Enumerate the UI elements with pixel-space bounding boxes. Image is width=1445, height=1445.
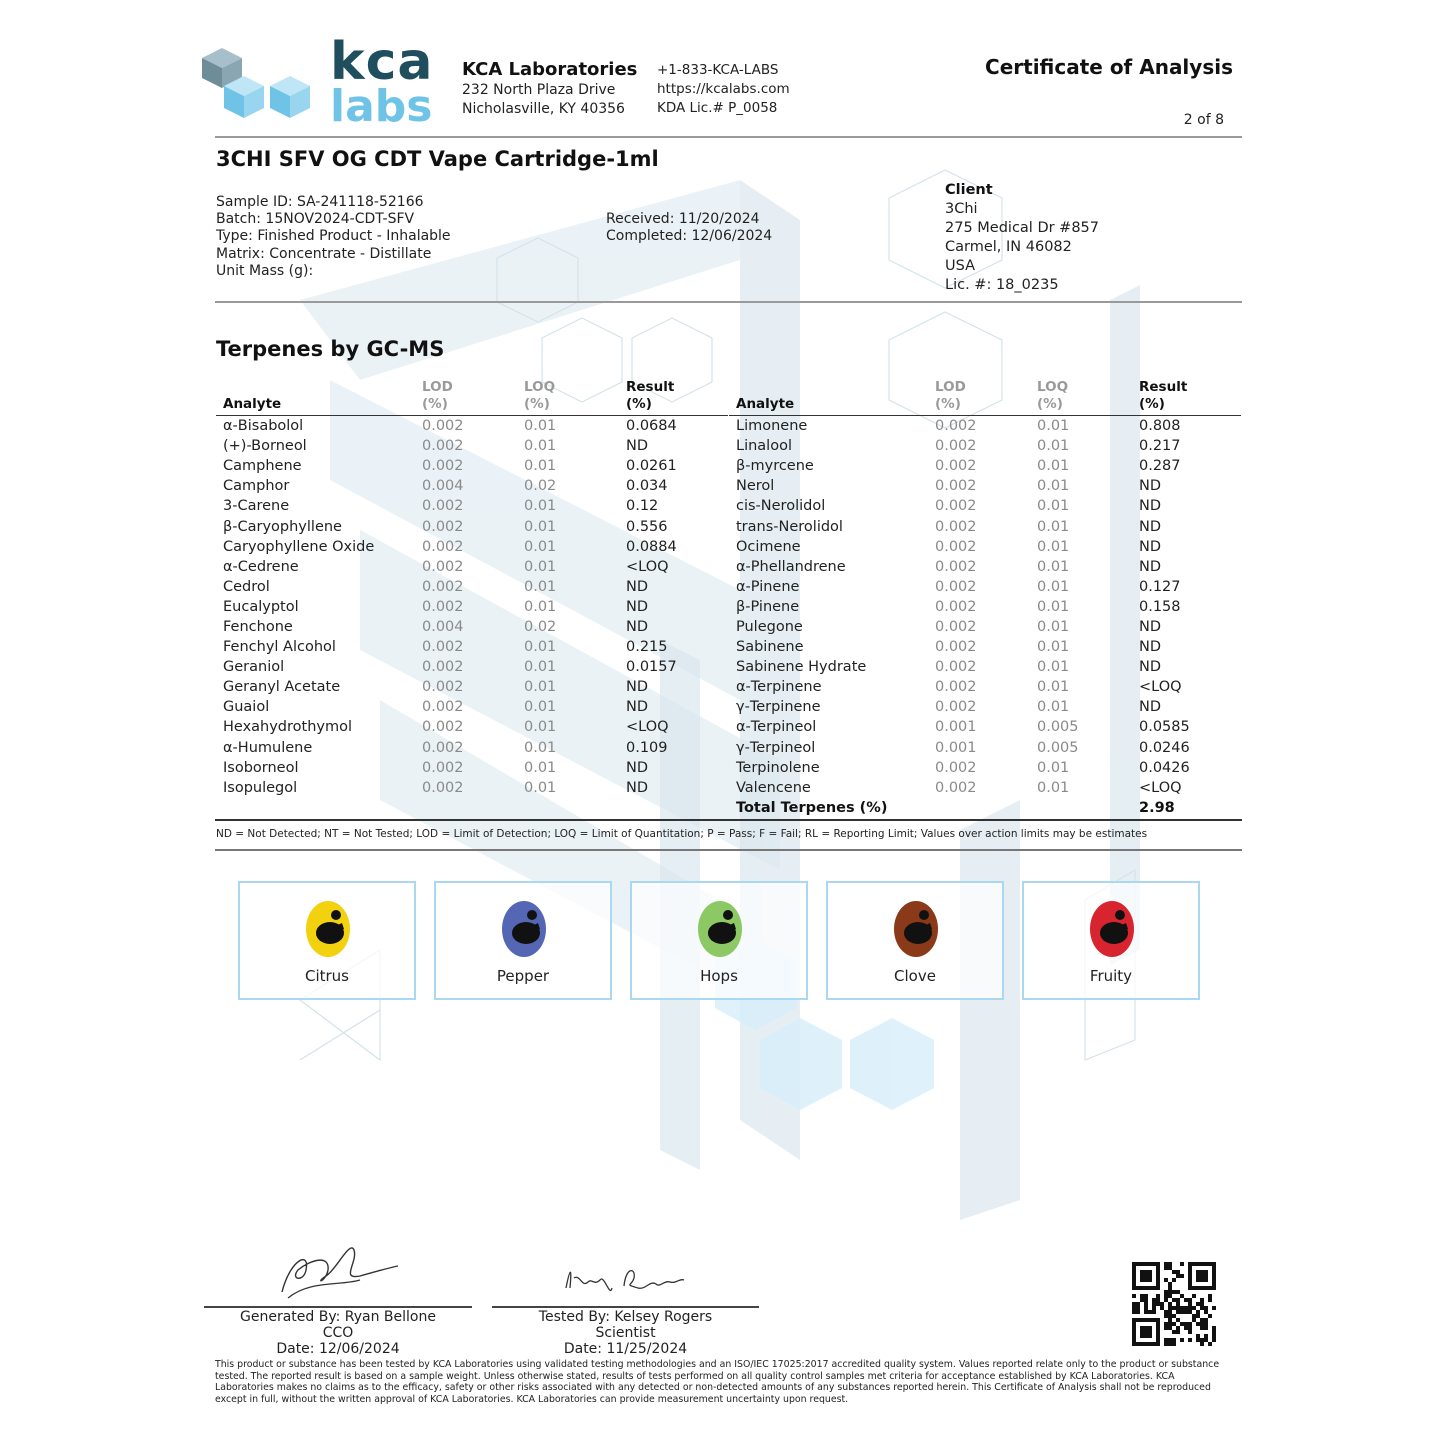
cell-lod: 0.002 <box>422 659 464 676</box>
cell-lod: 0.002 <box>935 618 977 635</box>
cell-analyte: Pulegone <box>736 618 803 635</box>
table-row <box>216 436 728 456</box>
cell-analyte: Camphor <box>223 478 290 495</box>
table-row <box>216 717 728 737</box>
tested-date: Date: 11/25/2024 <box>563 1341 688 1357</box>
document-title: Certificate of Analysis <box>985 55 1233 79</box>
cell-loq: 0.01 <box>524 659 557 676</box>
cell-analyte: cis-Nerolidol <box>736 498 826 515</box>
cell-lod: 0.002 <box>935 438 977 455</box>
cell-loq: 0.01 <box>524 558 557 575</box>
cell-analyte: Isopulegol <box>223 779 298 796</box>
cell-analyte: Cedrol <box>223 578 270 595</box>
cell-loq: 0.01 <box>1037 418 1070 435</box>
cell-loq: 0.01 <box>1037 598 1070 615</box>
cell-result: 0.0884 <box>626 538 677 555</box>
cell-result: 0.034 <box>626 478 668 495</box>
cell-loq: 0.01 <box>524 739 557 756</box>
cell-result: 0.808 <box>1139 418 1181 435</box>
table-row <box>216 738 728 758</box>
cell-result: <LOQ <box>1139 679 1182 696</box>
cell-loq: 0.01 <box>524 779 557 796</box>
lab-address-line1: 232 North Plaza Drive <box>462 82 616 98</box>
cell-loq: 0.01 <box>1037 679 1070 696</box>
cell-analyte: α-Terpineol <box>736 719 817 736</box>
cell-analyte: γ-Terpinene <box>736 699 821 716</box>
cell-loq: 0.01 <box>524 438 557 455</box>
table-row <box>216 496 728 516</box>
table-row <box>216 416 728 437</box>
cell-analyte: (+)-Borneol <box>223 438 307 455</box>
cell-lod: 0.002 <box>935 679 977 696</box>
hops-icon <box>698 901 742 957</box>
tested-by: Tested By: Kelsey Rogers <box>538 1309 713 1325</box>
cell-lod: 0.002 <box>422 739 464 756</box>
cell-analyte: α-Bisabolol <box>223 418 304 435</box>
cell-analyte: 3-Carene <box>223 498 290 515</box>
col-result: Result (%) <box>619 379 728 416</box>
cell-lod: 0.002 <box>422 538 464 555</box>
terpenes-table-right <box>729 379 1241 818</box>
product-name: 3CHI SFV OG CDT Vape Cartridge-1ml <box>216 147 659 171</box>
cell-lod: 0.002 <box>935 558 977 575</box>
matrix: Matrix: Concentrate - Distillate <box>216 246 432 262</box>
cell-loq: 0.02 <box>524 478 557 495</box>
client-country: USA <box>945 258 976 274</box>
table-row <box>729 677 1241 697</box>
cell-lod: 0.002 <box>422 639 464 656</box>
cell-analyte: Isoborneol <box>223 759 299 776</box>
table-row <box>729 476 1241 496</box>
cell-result: <LOQ <box>626 558 669 575</box>
cell-result: ND <box>626 618 649 635</box>
cell-loq: 0.01 <box>1037 779 1070 796</box>
signature-block-2 <box>492 1309 759 1357</box>
cell-loq: 0.02 <box>524 618 557 635</box>
cell-result: 0.158 <box>1139 598 1181 615</box>
cell-analyte: Geranyl Acetate <box>223 679 341 696</box>
signature-ryan-bellone-icon <box>270 1240 410 1306</box>
table-row <box>216 516 728 536</box>
cell-loq: 0.01 <box>524 679 557 696</box>
table-bottom-rule <box>215 819 1242 821</box>
section-title: Terpenes by GC-MS <box>216 337 445 361</box>
product-type: Type: Finished Product - Inhalable <box>216 228 451 244</box>
cell-result: ND <box>626 578 649 595</box>
cell-lod: 0.002 <box>422 518 464 535</box>
qr-code-icon[interactable] <box>1132 1262 1216 1346</box>
table-row <box>216 537 728 557</box>
table-header-row <box>216 379 728 416</box>
cell-result: ND <box>626 679 649 696</box>
cell-result: 0.556 <box>626 518 668 535</box>
aroma-label: Hops <box>700 967 738 985</box>
cell-result: <LOQ <box>626 719 669 736</box>
client-address1: 275 Medical Dr #857 <box>945 220 1100 236</box>
cell-loq: 0.01 <box>524 498 557 515</box>
cell-result: 0.287 <box>1139 458 1181 475</box>
cell-lod: 0.002 <box>422 779 464 796</box>
signature-line-2 <box>492 1306 759 1308</box>
cell-analyte: Caryophyllene Oxide <box>223 538 375 555</box>
cell-lod: 0.002 <box>422 418 464 435</box>
cell-result: ND <box>1139 498 1162 515</box>
cell-result: ND <box>1139 518 1162 535</box>
cell-lod: 0.002 <box>935 578 977 595</box>
cell-analyte: β-Pinene <box>736 598 800 615</box>
table-row <box>216 476 728 496</box>
table-row <box>729 516 1241 536</box>
cell-analyte: α-Cedrene <box>223 558 299 575</box>
cell-lod: 0.002 <box>935 759 977 776</box>
cell-loq: 0.01 <box>524 518 557 535</box>
cell-analyte: Sabinene <box>736 639 804 656</box>
table-row <box>216 617 728 637</box>
cell-analyte: Fenchyl Alcohol <box>223 639 336 656</box>
cell-loq: 0.01 <box>1037 438 1070 455</box>
cell-analyte: Nerol <box>736 478 775 495</box>
cell-lod: 0.002 <box>422 578 464 595</box>
client-name: 3Chi <box>945 201 978 217</box>
table-row <box>729 657 1241 677</box>
cell-lod: 0.002 <box>935 639 977 656</box>
client-block <box>945 181 1099 295</box>
cell-loq: 0.01 <box>1037 478 1070 495</box>
table-row <box>729 717 1241 737</box>
col-analyte: Analyte <box>729 379 928 416</box>
cell-loq: 0.01 <box>1037 699 1070 716</box>
table-row <box>729 617 1241 637</box>
cell-lod: 0.002 <box>422 699 464 716</box>
terpenes-table-left <box>216 379 728 798</box>
cell-result: 0.215 <box>626 639 668 656</box>
table-row <box>216 637 728 657</box>
cell-result: ND <box>626 759 649 776</box>
cell-analyte: α-Phellandrene <box>736 558 846 575</box>
cell-loq: 0.01 <box>1037 639 1070 656</box>
cell-result: 0.0684 <box>626 418 677 435</box>
cell-result: ND <box>1139 478 1162 495</box>
cell-loq: 0.01 <box>524 699 557 716</box>
generated-date: Date: 12/06/2024 <box>276 1341 400 1357</box>
cell-analyte: Hexahydrothymol <box>223 719 353 736</box>
cell-result: ND <box>1139 558 1162 575</box>
legend-divider <box>215 849 1242 851</box>
cell-result: 0.109 <box>626 739 668 756</box>
cell-analyte: Linalool <box>736 438 792 455</box>
cell-lod: 0.002 <box>422 719 464 736</box>
aroma-label: Citrus <box>304 967 349 985</box>
cell-lod: 0.002 <box>422 458 464 475</box>
table-row <box>216 597 728 617</box>
client-license: Lic. #: 18_0235 <box>945 277 1059 293</box>
clove-icon <box>894 901 938 957</box>
cell-lod: 0.002 <box>935 659 977 676</box>
total-value: 2.98 <box>1139 799 1175 816</box>
table-row <box>729 416 1241 437</box>
generated-by: Generated By: Ryan Bellone <box>240 1309 436 1325</box>
cell-result: ND <box>1139 659 1162 676</box>
lab-address-line2: Nicholasville, KY 40356 <box>462 101 625 117</box>
cell-loq: 0.01 <box>1037 759 1070 776</box>
cell-result: ND <box>1139 618 1162 635</box>
client-address2: Carmel, IN 46082 <box>945 239 1072 255</box>
cell-result: 0.12 <box>626 498 659 515</box>
col-lod: LOD (%) <box>928 379 1030 416</box>
received-date: Received: 11/20/2024 <box>606 211 760 227</box>
cell-lod: 0.002 <box>422 679 464 696</box>
cell-analyte: β-myrcene <box>736 458 814 475</box>
aroma-card-hops <box>630 881 808 1000</box>
total-row <box>729 798 1241 818</box>
table-row <box>216 758 728 778</box>
sample-id: Sample ID: SA-241118-52166 <box>216 194 424 210</box>
table-row <box>729 738 1241 758</box>
cell-loq: 0.01 <box>1037 578 1070 595</box>
table-row <box>729 436 1241 456</box>
table-row <box>729 557 1241 577</box>
lab-license: KDA Lic.# P_0058 <box>657 100 778 116</box>
table-row <box>216 677 728 697</box>
cell-analyte: Guaiol <box>223 699 270 716</box>
cell-result: 0.0261 <box>626 458 677 475</box>
table-row <box>216 697 728 717</box>
aroma-card-fruity <box>1022 881 1200 1000</box>
cell-analyte: Eucalyptol <box>223 598 299 615</box>
cell-lod: 0.001 <box>935 739 977 756</box>
cell-lod: 0.002 <box>935 518 977 535</box>
unit-mass: Unit Mass (g): <box>216 263 314 279</box>
completed-date: Completed: 12/06/2024 <box>606 228 773 244</box>
lab-name: KCA Laboratories <box>462 59 638 80</box>
cell-loq: 0.01 <box>524 759 557 776</box>
cell-analyte: β-Caryophyllene <box>223 518 342 535</box>
cell-loq: 0.01 <box>524 458 557 475</box>
table-row <box>729 778 1241 798</box>
cell-result: ND <box>626 779 649 796</box>
abbreviation-legend: ND = Not Detected; NT = Not Tested; LOD = Limit of Detection; LOQ = Limit of Quantitation; P = Pass; F = Fail; RL = Reporting Limit; Values over action limits may be estimates <box>216 828 1148 840</box>
cell-result: ND <box>1139 699 1162 716</box>
table-header-row <box>729 379 1241 416</box>
cell-analyte: Limonene <box>736 418 808 435</box>
cell-loq: 0.005 <box>1037 739 1079 756</box>
aroma-label: Pepper <box>496 967 550 985</box>
cell-result: 0.127 <box>1139 578 1181 595</box>
cell-lod: 0.002 <box>935 458 977 475</box>
col-loq: LOQ (%) <box>1030 379 1132 416</box>
cell-result: ND <box>1139 538 1162 555</box>
table-row <box>216 456 728 476</box>
cell-result: 0.217 <box>1139 438 1181 455</box>
cell-analyte: Sabinene Hydrate <box>736 659 867 676</box>
table-row <box>216 577 728 597</box>
peppercorn-icon <box>502 901 546 957</box>
cell-analyte: Ocimene <box>736 538 801 555</box>
kca-cubes-logo-icon <box>200 40 315 130</box>
cell-analyte: γ-Terpineol <box>736 739 816 756</box>
table-row <box>729 637 1241 657</box>
table-row <box>729 496 1241 516</box>
col-analyte: Analyte <box>216 379 415 416</box>
cell-result: ND <box>626 699 649 716</box>
cell-loq: 0.01 <box>524 598 557 615</box>
lab-phone: +1-833-KCA-LABS <box>657 62 779 78</box>
cell-loq: 0.005 <box>1037 719 1079 736</box>
cell-analyte: Valencene <box>736 779 811 796</box>
cell-loq: 0.01 <box>1037 538 1070 555</box>
cell-loq: 0.01 <box>524 418 557 435</box>
client-heading: Client <box>945 182 993 198</box>
cell-analyte: Camphene <box>223 458 302 475</box>
signature-kelsey-rogers-icon <box>560 1258 690 1306</box>
cell-lod: 0.002 <box>422 558 464 575</box>
batch: Batch: 15NOV2024-CDT-SFV <box>216 211 415 227</box>
cell-loq: 0.01 <box>1037 458 1070 475</box>
cell-analyte: Geraniol <box>223 659 285 676</box>
cell-result: 0.0585 <box>1139 719 1190 736</box>
aroma-label: Fruity <box>1089 967 1133 985</box>
table-row <box>729 597 1241 617</box>
aroma-card-clove <box>826 881 1004 1000</box>
table-row <box>729 537 1241 557</box>
table-row <box>729 697 1241 717</box>
col-lod: LOD (%) <box>415 379 517 416</box>
cherry-icon <box>1090 901 1134 957</box>
cell-loq: 0.01 <box>524 578 557 595</box>
lemon-icon <box>306 901 350 957</box>
cell-lod: 0.004 <box>422 478 464 495</box>
signature-block-1 <box>204 1309 472 1357</box>
cell-loq: 0.01 <box>1037 618 1070 635</box>
cell-lod: 0.002 <box>935 498 977 515</box>
col-result: Result (%) <box>1132 379 1241 416</box>
tested-role: Scientist <box>595 1325 656 1341</box>
table-row <box>216 557 728 577</box>
logo-wordmark-labs: labs <box>330 81 433 132</box>
details-divider <box>215 301 1242 303</box>
table-row <box>216 778 728 798</box>
disclaimer-text: This product or substance has been tested by KCA Laboratories using validated testing methodologies and an ISO/IEC 17025:2017 accredited quality system. Values reported relate only to the product or substance tested. The reported result is based on a sample weight. Unless otherwise stated, results of tests performed on all quality control samples met criteria for acceptance established by KCA Laboratories. KCA Laboratories makes no claims as to the efficacy, safety or other risks associated with any detected or non-detected amounts of any substances reported herein. This Certificate of Analysis shall not be reproduced except in full, without the written approval of KCA Laboratories. KCA Laboratories can provide measurement uncertainty upon request. <box>215 1359 1220 1405</box>
cell-lod: 0.002 <box>935 779 977 796</box>
cell-loq: 0.01 <box>524 719 557 736</box>
table-row <box>729 577 1241 597</box>
cell-loq: 0.01 <box>524 538 557 555</box>
lab-website-link[interactable]: https://kcalabs.com <box>657 81 790 97</box>
cell-lod: 0.002 <box>422 598 464 615</box>
cell-lod: 0.002 <box>422 498 464 515</box>
cell-analyte: α-Terpinene <box>736 679 822 696</box>
cell-result: 0.0157 <box>626 659 677 676</box>
cell-lod: 0.004 <box>422 618 464 635</box>
cell-analyte: trans-Nerolidol <box>736 518 843 535</box>
cell-lod: 0.002 <box>935 699 977 716</box>
cell-result: ND <box>1139 639 1162 656</box>
table-row <box>216 657 728 677</box>
signature-line-1 <box>204 1306 472 1308</box>
cell-lod: 0.002 <box>935 478 977 495</box>
cell-result: <LOQ <box>1139 779 1182 796</box>
page-number: 2 of 8 <box>1183 112 1224 128</box>
cell-analyte: α-Pinene <box>736 578 800 595</box>
cell-result: ND <box>626 438 649 455</box>
cell-result: ND <box>626 598 649 615</box>
total-label: Total Terpenes (%) <box>736 799 888 816</box>
table-row <box>729 758 1241 778</box>
cell-lod: 0.002 <box>935 598 977 615</box>
cell-lod: 0.002 <box>422 759 464 776</box>
aroma-card-citrus <box>238 881 416 1000</box>
cell-lod: 0.001 <box>935 719 977 736</box>
logo-wordmark-kca: kca <box>330 32 434 92</box>
cell-result: 0.0426 <box>1139 759 1190 776</box>
cell-loq: 0.01 <box>1037 498 1070 515</box>
aroma-label: Clove <box>894 967 936 985</box>
cell-loq: 0.01 <box>1037 659 1070 676</box>
cell-analyte: Fenchone <box>223 618 293 635</box>
generated-role: CCO <box>322 1325 354 1341</box>
header-divider <box>215 136 1242 138</box>
aroma-card-pepper <box>434 881 612 1000</box>
cell-loq: 0.01 <box>1037 558 1070 575</box>
cell-lod: 0.002 <box>935 418 977 435</box>
col-loq: LOQ (%) <box>517 379 619 416</box>
cell-result: 0.0246 <box>1139 739 1190 756</box>
cell-analyte: Terpinolene <box>736 759 820 776</box>
cell-loq: 0.01 <box>1037 518 1070 535</box>
table-row <box>729 456 1241 476</box>
cell-lod: 0.002 <box>935 538 977 555</box>
cell-loq: 0.01 <box>524 639 557 656</box>
cell-lod: 0.002 <box>422 438 464 455</box>
cell-analyte: α-Humulene <box>223 739 313 756</box>
